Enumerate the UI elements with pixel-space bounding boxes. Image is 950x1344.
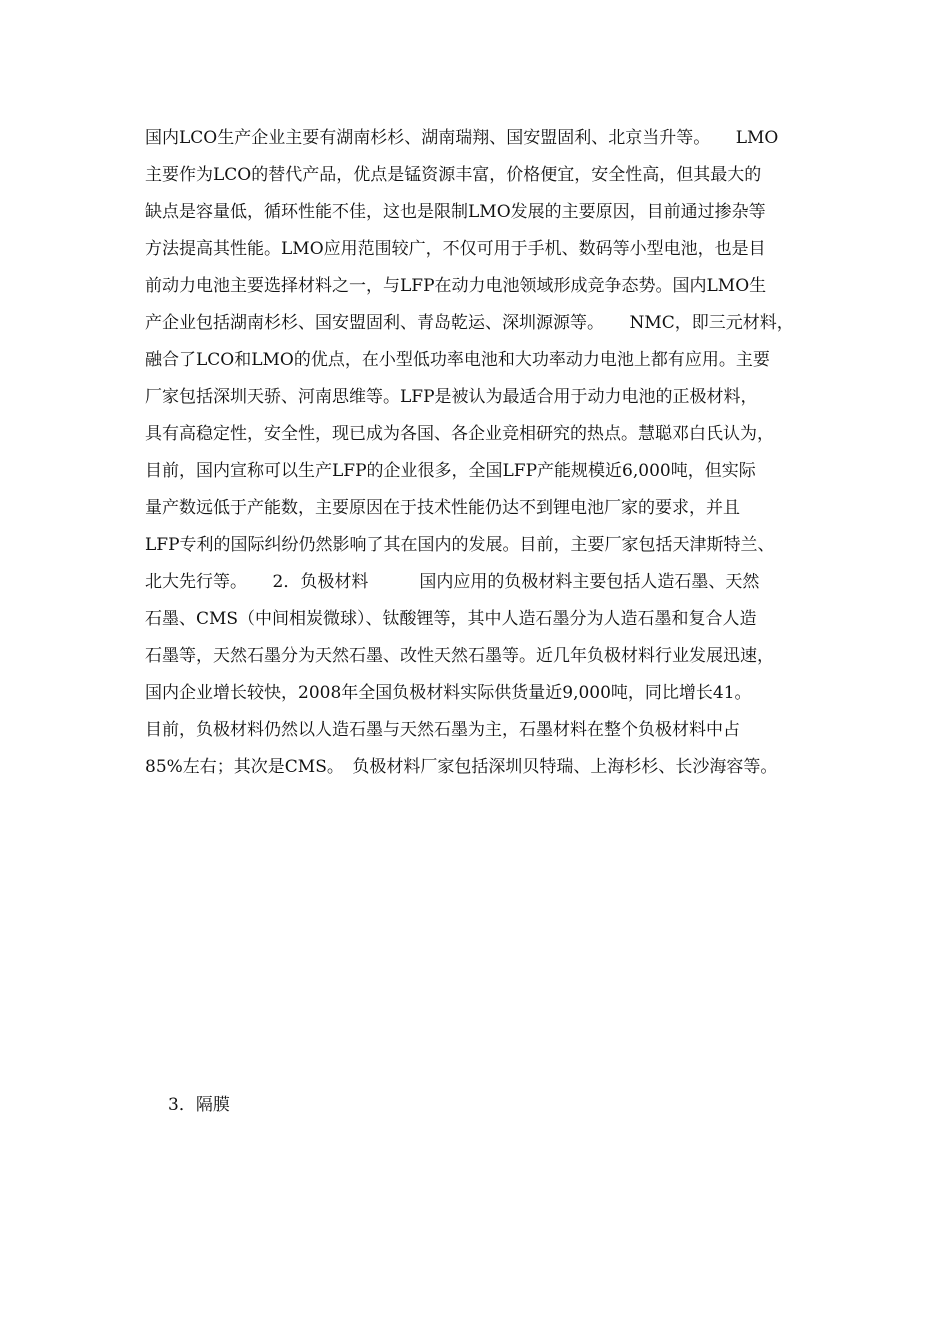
- text-line: 主要作为LCO的替代产品，优点是锰资源丰富，价格便宜，安全性高，但其最大的: [145, 165, 762, 185]
- text-line: 石墨等，天然石墨分为天然石墨、改性天然石墨等。近几年负极材料行业发展迅速，: [145, 646, 774, 666]
- text-line: 国内LCO生产企业主要有湖南杉杉、湖南瑞翔、国安盟固利、北京当升等。 LMO: [145, 128, 779, 148]
- text-line: 北大先行等。 2．负极材料 国内应用的负极材料主要包括人造石墨、天然: [145, 572, 760, 592]
- text-line: 融合了LCO和LMO的优点，在小型低功率电池和大功率动力电池上都有应用。主要: [145, 350, 770, 370]
- text-line: 厂家包括深圳天骄、河南思维等。LFP是被认为最适合用于动力电池的正极材料，: [145, 387, 758, 407]
- text-line: 85%左右；其次是CMS。 负极材料厂家包括深圳贝特瑞、上海杉杉、长沙海容等。: [145, 757, 778, 777]
- text-line: LFP专利的国际纠纷仍然影响了其在国内的发展。目前，主要厂家包括天津斯特兰、: [145, 535, 775, 555]
- text-line: 方法提高其性能。LMO应用范围较广，不仅可用于手机、数码等小型电池，也是目: [145, 239, 766, 259]
- text-line: 缺点是容量低，循环性能不佳，这也是限制LMO发展的主要原因，目前通过掺杂等: [145, 202, 766, 222]
- text-line: 前动力电池主要选择材料之一，与LFP在动力电池领域形成竞争态势。国内LMO生: [145, 276, 767, 296]
- text-line: 目前，国内宣称可以生产LFP的企业很多，全国LFP产能规模近6,000吨，但实际: [145, 461, 756, 481]
- text-line: 国内企业增长较快，2008年全国负极材料实际供货量近9,000吨，同比增长41。: [145, 683, 752, 703]
- text-line: 目前，负极材料仍然以人造石墨与天然石墨为主，石墨材料在整个负极材料中占: [145, 720, 740, 740]
- text-line: 产企业包括湖南杉杉、国安盟固利、青岛乾运、深圳源源等。 NMC，即三元材料，: [145, 313, 794, 333]
- section-heading: 3．隔膜: [168, 1095, 230, 1115]
- text-line: 石墨、CMS（中间相炭微球）、钛酸锂等，其中人造石墨分为人造石墨和复合人造: [145, 609, 757, 629]
- text-line: 具有高稳定性，安全性，现已成为各国、各企业竞相研究的热点。慧聪邓白氏认为，: [145, 424, 774, 444]
- text-line: 量产数远低于产能数，主要原因在于技术性能仍达不到锂电池厂家的要求，并且: [145, 498, 740, 518]
- body-paragraph: [145, 120, 825, 786]
